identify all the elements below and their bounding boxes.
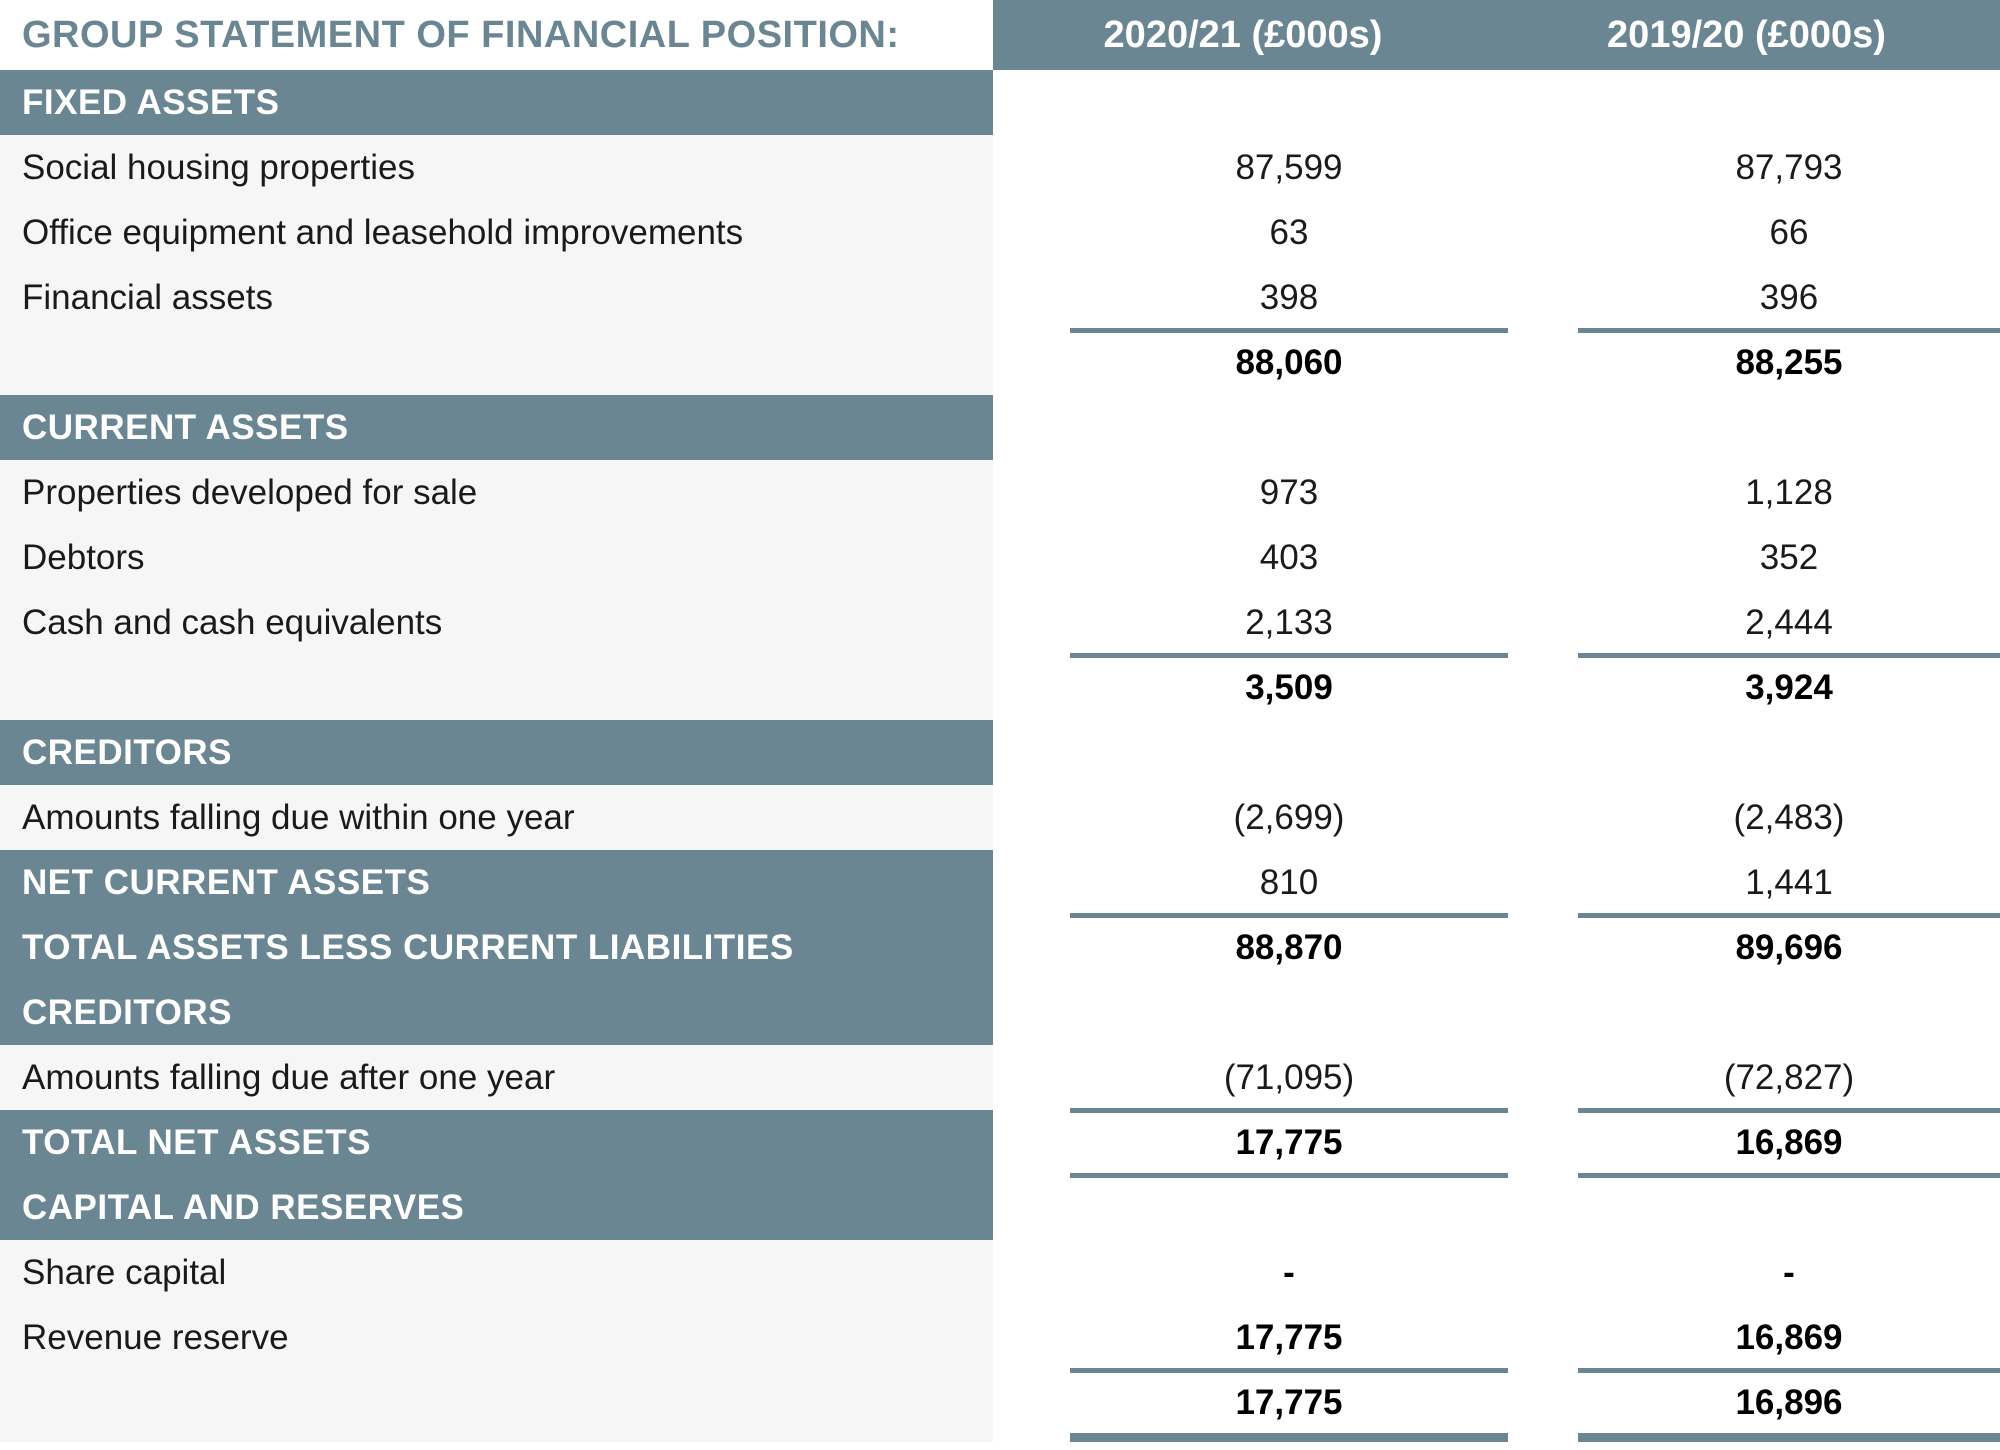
row-label: Amounts falling due within one year [22,798,575,837]
table-row [0,590,2000,655]
value-2020-21: 403 [1259,538,1319,577]
subtotal-rule [1070,1108,1508,1113]
section-row-total-net-assets [0,1110,2000,1175]
value-2019-20: 396 [1759,278,1819,317]
value-2019-20: (72,827) [1723,1058,1855,1097]
value-2019-20: 87,793 [1735,148,1843,187]
row-label: Debtors [22,538,145,577]
value-2020-21: 87,599 [1235,148,1343,187]
value-2019-20: 89,696 [1735,928,1843,967]
section-row-fixed-assets [0,70,2000,135]
table-row [0,1305,2000,1370]
row-label: CREDITORS [22,993,232,1032]
section-row-total-assets-less-current-liabilities [0,915,2000,980]
subtotal-rule [1578,1368,2000,1373]
value-2019-20: 88,255 [1735,343,1843,382]
table-row [0,135,2000,200]
subtotal-row-current-assets [0,655,2000,720]
row-label: TOTAL NET ASSETS [22,1123,371,1162]
column-header-2020-21: 2020/21 (£000s) [993,0,1493,70]
value-2019-20: 16,869 [1735,1123,1843,1162]
value-2019-20: 352 [1759,538,1819,577]
value-2020-21: 88,060 [1235,343,1343,382]
subtotal-rule [1070,1368,1508,1373]
value-2019-20: - [1783,1253,1795,1292]
subtotal-rule [1578,328,2000,333]
row-label: NET CURRENT ASSETS [22,863,431,902]
value-2020-21: 2,133 [1245,603,1333,642]
subtotal-rule [1578,913,2000,918]
double-underline-rule [1070,1433,1508,1442]
value-2020-21: - [1283,1253,1295,1292]
value-2020-21: 17,775 [1235,1318,1343,1357]
table-row [0,1240,2000,1305]
double-underline-rule [1578,1433,2000,1442]
total-rule [1070,1173,1508,1178]
subtotal-rule [1070,653,1508,658]
value-2019-20: 66 [1769,213,1809,252]
section-row-creditors [0,720,2000,785]
subtotal-rule [1578,1108,2000,1113]
value-2020-21: 88,870 [1235,928,1343,967]
row-label: Financial assets [22,278,273,317]
value-2020-21: 398 [1259,278,1319,317]
value-2019-20: 16,896 [1735,1383,1843,1422]
value-2019-20: 1,441 [1745,863,1833,902]
column-header-2019-20: 2019/20 (£000s) [1493,0,2000,70]
row-label: Amounts falling due after one year [22,1058,556,1097]
row-label: Office equipment and leasehold improvements [22,213,744,252]
value-2020-21: 810 [1259,863,1319,902]
row-label: Social housing properties [22,148,416,187]
value-2020-21: 973 [1259,473,1319,512]
statement-title: GROUP STATEMENT OF FINANCIAL POSITION: [22,14,900,56]
row-label: FIXED ASSETS [22,83,280,122]
row-label: Share capital [22,1253,227,1292]
subtotal-row-fixed-assets [0,330,2000,395]
row-label: CREDITORS [22,733,232,772]
section-row-current-assets [0,395,2000,460]
value-2020-21: (71,095) [1223,1058,1355,1097]
value-2019-20: 1,128 [1745,473,1833,512]
total-rule [1578,1173,2000,1178]
row-label: TOTAL ASSETS LESS CURRENT LIABILITIES [22,928,794,967]
value-2019-20: 3,924 [1745,668,1833,707]
subtotal-row-capital-and-reserves [0,1370,2000,1435]
subtotal-rule [1578,653,2000,658]
section-row-net-current-assets [0,850,2000,915]
table-row [0,785,2000,850]
subtotal-rule [1070,913,1508,918]
row-label: CURRENT ASSETS [22,408,349,447]
value-2020-21: 3,509 [1245,668,1333,707]
row-label: Cash and cash equivalents [22,603,443,642]
table-row [0,525,2000,590]
row-label: CAPITAL AND RESERVES [22,1188,465,1227]
row-label: Properties developed for sale [22,473,478,512]
value-2019-20: 2,444 [1745,603,1833,642]
value-2019-20: (2,483) [1733,798,1845,837]
section-row-creditors-long-term [0,980,2000,1045]
value-2020-21: 17,775 [1235,1123,1343,1162]
table-row [0,200,2000,265]
table-row [0,1045,2000,1110]
value-2020-21: (2,699) [1233,798,1345,837]
value-2019-20: 16,869 [1735,1318,1843,1357]
subtotal-rule [1070,328,1508,333]
section-row-capital-and-reserves [0,1175,2000,1240]
value-2020-21: 63 [1269,213,1309,252]
table-row [0,460,2000,525]
row-label: Revenue reserve [22,1318,289,1357]
value-2020-21: 17,775 [1235,1383,1343,1422]
table-row [0,265,2000,330]
